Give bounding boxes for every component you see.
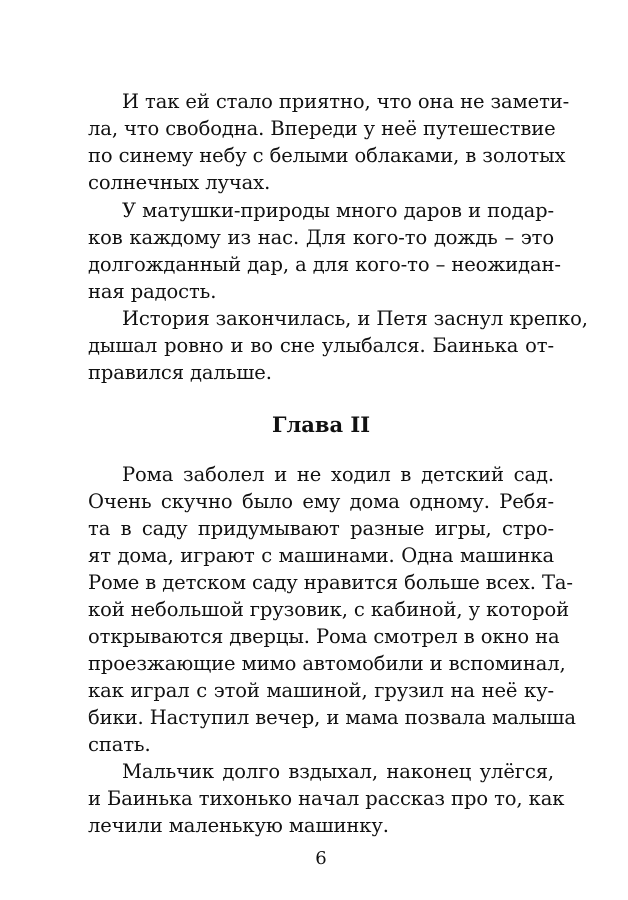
text-line: ная радость. (88, 280, 217, 303)
text-line: бики. Наступил вечер, и мама позвала малыша (88, 706, 576, 729)
text-line: У матушки-природы много даров и подар- (122, 199, 554, 222)
text-line: спать. (88, 733, 151, 756)
text-line: Рома заболел и не ходил в детский сад. (122, 463, 554, 486)
text-line: открываются дверцы. Рома смотрел в окно на (88, 625, 560, 648)
text-line: ков каждому из нас. Для кого-то дождь – это (88, 226, 554, 249)
text-line: как играл с этой машиной, грузил на неё ку- (88, 679, 554, 702)
text-line: правился дальше. (88, 361, 272, 384)
text-line: дышал ровно и во сне улыбался. Баинька от- (88, 334, 554, 357)
text-line: История закончилась, и Петя заснул крепко, (122, 307, 588, 330)
text-line: долгожданный дар, а для кого-то – неожидан- (88, 253, 561, 276)
text-line: кой небольшой грузовик, с кабиной, у которой (88, 598, 570, 621)
page-number: 6 (315, 848, 327, 869)
text-line: проезжающие мимо автомобили и вспоминал, (88, 652, 566, 675)
text-line: лечили маленькую машинку. (88, 814, 389, 837)
text-line: Роме в детском саду нравится больше всех. Та- (88, 571, 573, 594)
text-line: Очень скучно было ему дома одному. Ребя- (88, 490, 554, 513)
text-line: Мальчик долго вздыхал, наконец улёгся, (122, 760, 554, 783)
text-line: ят дома, играют с машинами. Одна машинка (88, 544, 554, 567)
text-line: солнечных лучах. (88, 171, 271, 194)
chapter-title: Глава II (271, 412, 371, 437)
text-line: И так ей стало приятно, что она не замети- (122, 90, 570, 113)
text-line: и Баинька тихонько начал рассказ про то, как (88, 787, 565, 810)
text-line: ла, что свободна. Впереди у неё путешествие (88, 117, 556, 140)
text-line: по синему небу с белыми облаками, в золотых (88, 144, 566, 167)
text-line: та в саду придумывают разные игры, стро- (88, 517, 554, 540)
